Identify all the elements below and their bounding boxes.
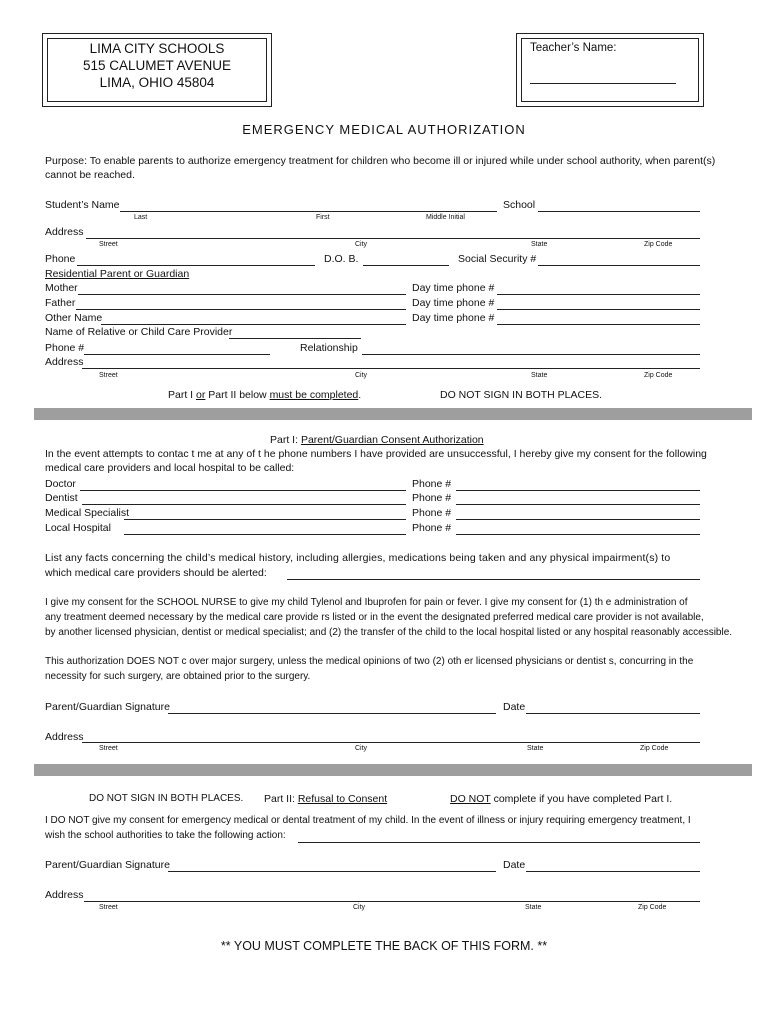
city-caption: City — [355, 372, 368, 379]
student-phone-label: Phone — [45, 253, 76, 265]
part1-intro-line-2: medical care providers and local hospital to be called: — [45, 462, 295, 474]
middle-initial-caption: Middle Initial — [426, 214, 465, 221]
school-street: 515 CALUMET AVENUE — [82, 58, 232, 73]
completion-instruction: Part I or Part II below must be completed. — [168, 389, 362, 401]
part2-date-label: Date — [503, 859, 526, 871]
last-caption: Last — [134, 214, 148, 221]
relationship-field[interactable] — [362, 354, 700, 355]
mother-field[interactable] — [78, 294, 406, 295]
student-name-label: Student’s Name — [45, 199, 120, 211]
teacher-name-field[interactable] — [530, 83, 676, 84]
part2-heading: Part II: Refusal to Consent — [264, 793, 388, 805]
other-name-label: Other Name — [45, 312, 103, 324]
dentist-phone-field[interactable] — [456, 504, 700, 505]
refusal-line-1: I DO NOT give my consent for emergency medical or dental treatment of my child. In the event of illness or injury requiring emergency treatment, I — [45, 815, 691, 826]
consent-line-1: I give my consent for the SCHOOL NURSE to give my child Tylenol and Ibuprofen for pain or fever. I give my consent for (1) th e administration of — [45, 597, 688, 608]
hospital-phone-field[interactable] — [456, 534, 700, 535]
do-not-sign-both-warning: DO NOT SIGN IN BOTH PLACES. — [440, 389, 603, 401]
specialist-field[interactable] — [124, 519, 406, 520]
part2-signature-label: Parent/Guardian Signature — [45, 859, 170, 871]
dob-label: D.O. B. — [324, 253, 359, 265]
first-caption: First — [316, 214, 330, 221]
student-name-field[interactable] — [120, 211, 497, 212]
refusal-action-field[interactable] — [298, 842, 700, 843]
purpose-line-1: Purpose: To enable parents to authorize emergency treatment for children who become ill or injured while under school authority, when parent(s) — [45, 155, 716, 167]
guardian-heading: Residential Parent or Guardian — [45, 268, 190, 280]
relative-phone-field[interactable] — [84, 354, 270, 355]
section-divider — [34, 764, 752, 776]
relative-address-label: Address — [45, 356, 84, 368]
other-phone-field[interactable] — [497, 324, 700, 325]
ssn-field[interactable] — [538, 265, 700, 266]
zip-caption: Zip Code — [640, 745, 669, 752]
part1-signature-label: Parent/Guardian Signature — [45, 701, 170, 713]
street-caption: Street — [99, 241, 118, 248]
relative-phone-label: Phone # — [45, 342, 85, 354]
consent-line-3: by another licensed physician, dentist or medical specialist; and (2) the transfer of the child to the local hospital listed or any hospital reasonably accessible. — [45, 627, 733, 638]
zip-caption: Zip Code — [644, 372, 673, 379]
part2-signature-field[interactable] — [168, 871, 496, 872]
city-caption: City — [355, 241, 368, 248]
relationship-label: Relationship — [300, 342, 358, 354]
hospital-phone-label: Phone # — [412, 522, 452, 534]
city-caption: City — [355, 745, 368, 752]
ssn-label: Social Security # — [458, 253, 537, 265]
school-name: LIMA CITY SCHOOLS — [89, 41, 225, 56]
state-caption: State — [531, 372, 548, 379]
part1-heading: Part I: Parent/Guardian Consent Authorization — [270, 434, 484, 446]
school-field[interactable] — [538, 211, 700, 212]
part2-address-field[interactable] — [84, 901, 700, 902]
part1-signature-field[interactable] — [168, 713, 496, 714]
part1-address-label: Address — [45, 731, 84, 743]
section-divider — [34, 408, 752, 420]
history-line-2: which medical care providers should be alerted: — [45, 567, 267, 579]
school-label: School — [503, 199, 536, 211]
doctor-phone-label: Phone # — [412, 478, 452, 490]
father-field[interactable] — [76, 309, 406, 310]
part2-do-not-complete: DO NOT complete if you have completed Part I. — [450, 793, 673, 805]
student-address-label: Address — [45, 226, 84, 238]
relative-label: Name of Relative or Child Care Provider — [45, 326, 233, 338]
dob-field[interactable] — [363, 265, 449, 266]
part2-date-field[interactable] — [526, 871, 700, 872]
other-phone-label: Day time phone # — [412, 312, 495, 324]
zip-caption: Zip Code — [638, 904, 667, 911]
hospital-field[interactable] — [124, 534, 406, 535]
dentist-label: Dentist — [45, 492, 78, 504]
specialist-label: Medical Specialist — [45, 507, 130, 519]
doctor-label: Doctor — [45, 478, 76, 490]
zip-caption: Zip Code — [644, 241, 673, 248]
state-caption: State — [531, 241, 548, 248]
street-caption: Street — [99, 745, 118, 752]
footer-notice: ** YOU MUST COMPLETE THE BACK OF THIS FORM. ** — [220, 939, 548, 953]
doctor-phone-field[interactable] — [456, 490, 700, 491]
father-phone-field[interactable] — [497, 309, 700, 310]
consent-line-2: any treatment deemed necessary by the medical care provide rs listed or in the event the designated preferred medical care provider is not available, — [45, 612, 704, 623]
father-phone-label: Day time phone # — [412, 297, 495, 309]
student-phone-field[interactable] — [77, 265, 315, 266]
purpose-line-2: cannot be reached. — [45, 169, 135, 181]
specialist-phone-field[interactable] — [456, 519, 700, 520]
street-caption: Street — [99, 904, 118, 911]
relative-address-field[interactable] — [82, 368, 700, 369]
specialist-phone-label: Phone # — [412, 507, 452, 519]
part1-date-field[interactable] — [526, 713, 700, 714]
medical-history-field[interactable] — [287, 579, 700, 580]
dentist-phone-label: Phone # — [412, 492, 452, 504]
dentist-field[interactable] — [82, 504, 406, 505]
mother-label: Mother — [45, 282, 78, 294]
mother-phone-label: Day time phone # — [412, 282, 495, 294]
father-label: Father — [45, 297, 76, 309]
state-caption: State — [525, 904, 542, 911]
part1-address-field[interactable] — [82, 742, 700, 743]
relative-field[interactable] — [229, 338, 361, 339]
history-line-1: List any facts concerning the child’s medical history, including allergies, medications being taken and any physical impairment(s) to — [45, 552, 671, 564]
refusal-line-2: wish the school authorities to take the following action: — [45, 830, 286, 841]
part2-address-label: Address — [45, 889, 84, 901]
school-city-state: LIMA, OHIO 45804 — [99, 75, 215, 90]
other-name-field[interactable] — [101, 324, 406, 325]
form-title: EMERGENCY MEDICAL AUTHORIZATION — [242, 122, 526, 137]
surgery-line-1: This authorization DOES NOT c over major surgery, unless the medical opinions of two (2) oth er licensed physicians or dentist s, concurring in the — [45, 656, 694, 667]
state-caption: State — [527, 745, 544, 752]
doctor-field[interactable] — [80, 490, 406, 491]
surgery-line-2: necessity for such surgery, are obtained prior to the surgery. — [45, 671, 311, 682]
street-caption: Street — [99, 372, 118, 379]
part2-do-not-sign-warning: DO NOT SIGN IN BOTH PLACES. — [89, 793, 244, 804]
student-address-field[interactable] — [86, 238, 700, 239]
city-caption: City — [353, 904, 366, 911]
mother-phone-field[interactable] — [497, 294, 700, 295]
teacher-name-label: Teacher’s Name: — [530, 42, 617, 54]
hospital-label: Local Hospital — [45, 522, 111, 534]
part1-intro-line-1: In the event attempts to contac t me at any of t he phone numbers I have provided are unsuccessful, I hereby give my consent for the following — [45, 448, 707, 460]
part1-date-label: Date — [503, 701, 526, 713]
